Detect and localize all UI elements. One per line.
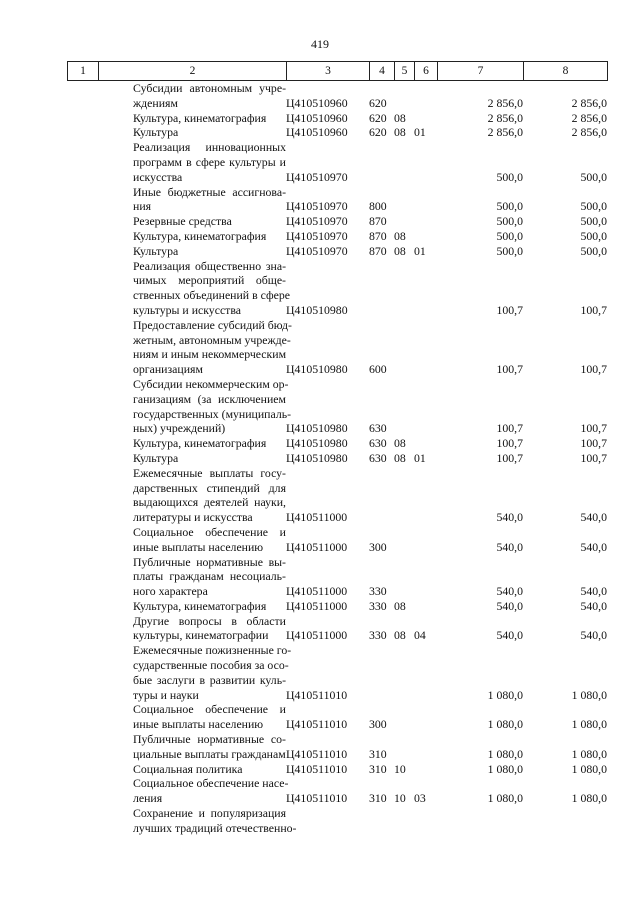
row-subsection: 01 (414, 450, 426, 465)
row-section (394, 259, 414, 318)
row-expense-type: 870 (369, 243, 387, 258)
row-name (98, 111, 286, 126)
row-name-line: туры и науки (133, 687, 199, 702)
row-expense-type: 310 (369, 791, 387, 806)
row-subsection (414, 702, 437, 732)
table-row (67, 125, 607, 140)
row-name-line: ного характера (133, 584, 208, 599)
row-number-cell (67, 762, 98, 777)
row-name-line: Культура, кинематография (133, 436, 267, 451)
row-code: Ц410510980 (286, 450, 348, 465)
table-row (67, 185, 607, 215)
row-name (98, 614, 286, 644)
table-row (67, 436, 607, 451)
row-expense-type: 300 (369, 717, 387, 732)
row-value-col7: 1 080,0 (487, 746, 523, 761)
row-name-line: Ежемесячные выплаты госу- (133, 465, 286, 480)
row-code: Ц410510980 (286, 362, 348, 377)
row-expense-type: 620 (369, 110, 387, 125)
row-name-line: ждениям (133, 95, 178, 110)
row-name (98, 776, 289, 806)
row-subsection (414, 732, 437, 762)
row-number-cell (67, 466, 98, 525)
table-row (67, 643, 607, 702)
row-expense-type: 310 (369, 746, 387, 761)
row-number-cell (67, 599, 98, 614)
row-number-cell (67, 140, 98, 184)
table-row (67, 702, 607, 732)
row-section (394, 555, 414, 599)
row-subsection: 01 (414, 243, 426, 258)
row-name (98, 185, 286, 215)
row-value-col8: 500,0 (580, 243, 607, 258)
row-name-line: ных) учреждений) (133, 421, 226, 436)
row-value-col8: 1 080,0 (571, 791, 607, 806)
row-value-col8: 540,0 (580, 510, 607, 525)
row-code: Ц410511000 (286, 584, 348, 599)
row-code: Ц410510980 (286, 302, 348, 317)
row-name-line: организациям (133, 362, 203, 377)
row-name-line: иные выплаты населению (133, 539, 264, 554)
row-value-col8: 1 080,0 (571, 717, 607, 732)
row-value-col7: 1 080,0 (487, 761, 523, 776)
row-section: 08 (394, 598, 406, 613)
row-code: Ц410510970 (286, 228, 348, 243)
row-expense-type: 620 (369, 125, 387, 140)
row-value-col7: 500,0 (496, 199, 523, 214)
row-name-line: программ в сфере культуры и (133, 154, 286, 169)
row-subsection (414, 466, 437, 525)
row-section: 10 (394, 761, 406, 776)
row-value-col7: 540,0 (496, 539, 523, 554)
row-expense-type: 630 (369, 450, 387, 465)
row-number-cell (67, 555, 98, 599)
row-section (394, 806, 414, 836)
row-number-cell (67, 259, 98, 318)
row-name-line: платы гражданам несоциаль- (133, 569, 286, 584)
row-value-col7: 100,7 (496, 302, 523, 317)
row-subsection (414, 81, 437, 111)
row-value-col7: 100,7 (496, 436, 523, 451)
row-value-col7: 540,0 (496, 628, 523, 643)
row-section: 08 (394, 110, 406, 125)
row-name-line: Культура, кинематография (133, 228, 267, 243)
row-value-col8: 100,7 (580, 450, 607, 465)
row-number-cell (67, 244, 98, 259)
row-name (98, 125, 286, 140)
row-subsection (414, 806, 437, 836)
row-expense-type: 630 (369, 436, 387, 451)
row-name (98, 317, 292, 377)
table-row (67, 229, 607, 244)
row-name-line: Предоставление субсидий бюд- (133, 317, 292, 332)
row-subsection (414, 762, 437, 777)
row-subsection: 01 (414, 125, 426, 140)
row-code: Ц410510980 (286, 421, 348, 436)
row-value-col8 (523, 806, 607, 836)
row-expense-type: 620 (369, 95, 387, 110)
row-expense-type: 870 (369, 214, 387, 229)
budget-table (67, 81, 607, 836)
row-name-line: Социальное обеспечение насе- (133, 776, 289, 791)
row-code: Ц410510970 (286, 214, 348, 229)
row-section: 08 (394, 125, 406, 140)
row-value-col8: 540,0 (580, 598, 607, 613)
row-value-col8: 2 856,0 (571, 95, 607, 110)
row-value-col8: 1 080,0 (571, 746, 607, 761)
row-code: Ц410510960 (286, 125, 348, 140)
row-name-line: Субсидии автономным учре- (133, 81, 286, 95)
table-row (67, 525, 607, 555)
row-name (98, 555, 286, 599)
row-code: Ц410510970 (286, 169, 348, 184)
row-name-line: Культура, кинематография (133, 110, 267, 125)
row-section (394, 525, 414, 555)
table-row (67, 377, 607, 436)
row-subsection (414, 185, 437, 215)
row-name (98, 244, 286, 259)
header-cell-7: 7 (438, 62, 524, 81)
row-number-cell (67, 125, 98, 140)
row-number-cell (67, 776, 98, 806)
row-name-line: государственных (муниципаль- (133, 406, 292, 421)
row-expense-type: 600 (369, 362, 387, 377)
table-row (67, 111, 607, 126)
row-code (286, 806, 369, 836)
row-section (394, 81, 414, 111)
header-cell-2: 2 (99, 62, 287, 81)
row-number-cell (67, 436, 98, 451)
header-cell-1: 1 (68, 62, 99, 81)
row-name-line: искусства (133, 169, 183, 184)
row-name (98, 140, 286, 184)
row-name-line: Культура, кинематография (133, 598, 267, 613)
row-name (98, 806, 297, 836)
row-subsection (414, 525, 437, 555)
row-value-col7: 2 856,0 (487, 95, 523, 110)
row-value-col7: 540,0 (496, 598, 523, 613)
table-row (67, 244, 607, 259)
row-expense-type (369, 806, 394, 836)
row-name (98, 436, 286, 451)
row-expense-type (369, 466, 394, 525)
row-name-line: Реализация общественно зна- (133, 258, 286, 273)
row-name-line: Культура (133, 125, 179, 140)
row-code: Ц410510980 (286, 436, 348, 451)
row-name-line: жетным, автономным учрежде- (133, 332, 291, 347)
row-name-line: Сохранение и популяризация (133, 806, 286, 821)
row-value-col8: 540,0 (580, 539, 607, 554)
row-name-line: литературы и искусства (133, 510, 253, 525)
row-code: Ц410511010 (286, 687, 348, 702)
row-name-line: Субсидии некоммерческим ор- (133, 376, 289, 391)
row-name-line: Культура (133, 450, 179, 465)
table-row (67, 318, 607, 377)
row-code: Ц410511000 (286, 628, 348, 643)
row-expense-type: 870 (369, 228, 387, 243)
row-number-cell (67, 111, 98, 126)
row-expense-type: 330 (369, 598, 387, 613)
row-number-cell (67, 229, 98, 244)
row-subsection (414, 111, 437, 126)
row-code: Ц410510970 (286, 199, 348, 214)
row-value-col7: 100,7 (496, 362, 523, 377)
row-expense-type: 630 (369, 421, 387, 436)
header-cell-4: 4 (370, 62, 395, 81)
table-row (67, 776, 607, 806)
row-subsection (414, 599, 437, 614)
row-number-cell (67, 732, 98, 762)
row-code: Ц410511000 (286, 510, 348, 525)
row-value-col8: 1 080,0 (571, 687, 607, 702)
row-number-cell (67, 702, 98, 732)
row-number-cell (67, 806, 98, 836)
row-name (98, 732, 286, 762)
page-number: 419 (311, 37, 329, 51)
row-subsection (414, 259, 437, 318)
row-name (98, 451, 286, 466)
row-subsection (414, 140, 437, 184)
row-value-col8: 500,0 (580, 214, 607, 229)
row-expense-type: 300 (369, 539, 387, 554)
row-number-cell (67, 214, 98, 229)
row-number-cell (67, 451, 98, 466)
row-name (98, 466, 286, 525)
row-value-col7: 100,7 (496, 421, 523, 436)
row-value-col7: 2 856,0 (487, 125, 523, 140)
row-value-col7: 500,0 (496, 243, 523, 258)
header-cell-3: 3 (287, 62, 370, 81)
row-code: Ц410511010 (286, 717, 348, 732)
row-subsection (414, 436, 437, 451)
row-expense-type: 800 (369, 199, 387, 214)
row-subsection (414, 318, 437, 377)
row-value-col7: 540,0 (496, 584, 523, 599)
row-section: 08 (394, 450, 406, 465)
table-row (67, 555, 607, 599)
row-name-line: лучших традиций отечественно- (133, 820, 297, 835)
table-row (67, 806, 607, 836)
table-header (67, 61, 608, 81)
row-subsection (414, 643, 437, 702)
row-section (394, 214, 414, 229)
table-row (67, 599, 607, 614)
row-section (394, 702, 414, 732)
row-code: Ц410511000 (286, 598, 348, 613)
row-value-col7: 2 856,0 (487, 110, 523, 125)
row-value-col7: 1 080,0 (487, 791, 523, 806)
row-name (98, 376, 292, 436)
row-name-line: Ежемесячные пожизненные го- (133, 643, 292, 658)
row-section: 10 (394, 791, 406, 806)
table-row (67, 451, 607, 466)
row-name (98, 81, 286, 111)
row-value-col8: 500,0 (580, 169, 607, 184)
row-value-col7 (437, 806, 523, 836)
row-name (98, 258, 290, 318)
row-value-col7: 100,7 (496, 450, 523, 465)
row-name-line: Реализация инновационных (133, 140, 286, 155)
row-value-col8: 100,7 (580, 302, 607, 317)
row-name-line: культуры и искусства (133, 302, 241, 317)
row-subsection (414, 555, 437, 599)
row-section (394, 185, 414, 215)
row-name-line: иные выплаты населению (133, 717, 264, 732)
row-name (98, 599, 286, 614)
row-name (98, 229, 286, 244)
row-expense-type (369, 259, 394, 318)
row-value-col8: 500,0 (580, 199, 607, 214)
header-cell-8: 8 (524, 62, 608, 81)
row-name (98, 762, 286, 777)
row-name-line: дарственных стипендий для (133, 480, 286, 495)
row-name (98, 702, 286, 732)
row-value-col8: 500,0 (580, 228, 607, 243)
row-name-line: сударственные пособия за осо- (133, 658, 289, 673)
row-code: Ц410511010 (286, 746, 348, 761)
row-section (394, 643, 414, 702)
row-subsection: 03 (414, 791, 426, 806)
row-value-col7: 1 080,0 (487, 687, 523, 702)
row-code: Ц410511010 (286, 791, 348, 806)
row-name-line: Социальное обеспечение и (133, 524, 286, 539)
row-number-cell (67, 318, 98, 377)
row-section: 08 (394, 243, 406, 258)
table-row (67, 214, 607, 229)
row-code: Ц410511010 (286, 761, 348, 776)
row-value-col7: 1 080,0 (487, 717, 523, 732)
row-name (98, 525, 286, 555)
row-value-col8: 540,0 (580, 584, 607, 599)
row-section: 08 (394, 228, 406, 243)
row-code: Ц410510970 (286, 243, 348, 258)
row-number-cell (67, 377, 98, 436)
table-row (67, 259, 607, 318)
table-row (67, 732, 607, 762)
row-value-col7: 500,0 (496, 169, 523, 184)
table-row (67, 762, 607, 777)
row-section: 08 (394, 436, 406, 451)
row-value-col7: 500,0 (496, 214, 523, 229)
row-subsection (414, 214, 437, 229)
row-name-line: культуры, кинематографии (133, 628, 269, 643)
row-expense-type: 310 (369, 761, 387, 776)
row-number-cell (67, 525, 98, 555)
row-number-cell (67, 185, 98, 215)
table-row (67, 466, 607, 525)
row-value-col8: 100,7 (580, 421, 607, 436)
row-name-line: Культура (133, 243, 179, 258)
row-section (394, 140, 414, 184)
row-name-line: чимых мероприятий обще- (133, 273, 286, 288)
row-value-col7: 500,0 (496, 228, 523, 243)
row-name-line: ственных объединений в сфере (133, 288, 290, 303)
row-subsection: 04 (414, 628, 426, 643)
row-name-line: ганизациям (за исключением (133, 391, 286, 406)
row-name-line: Социальное обеспечение и (133, 702, 286, 717)
table-row (67, 81, 607, 111)
row-name-line: Иные бюджетные ассигнова- (133, 184, 286, 199)
row-section: 08 (394, 628, 406, 643)
row-value-col8: 2 856,0 (571, 110, 607, 125)
row-section (394, 377, 414, 436)
row-name-line: Публичные нормативные вы- (133, 554, 286, 569)
row-section (394, 466, 414, 525)
row-expense-type (369, 643, 394, 702)
row-name-line: ления (133, 791, 163, 806)
row-name-line: Социальная политика (133, 761, 243, 776)
row-section (394, 732, 414, 762)
row-name (98, 214, 286, 229)
row-subsection (414, 229, 437, 244)
header-cell-5: 5 (395, 62, 415, 81)
row-expense-type: 330 (369, 628, 387, 643)
row-name-line: Другие вопросы в области (133, 613, 286, 628)
table-row (67, 140, 607, 184)
row-name-line: ниям и иным некоммерческим (133, 347, 287, 362)
row-value-col8: 2 856,0 (571, 125, 607, 140)
row-code: Ц410511000 (286, 539, 348, 554)
row-expense-type (369, 140, 394, 184)
row-name (98, 643, 292, 702)
row-value-col8: 1 080,0 (571, 761, 607, 776)
row-subsection (414, 377, 437, 436)
row-number-cell (67, 643, 98, 702)
row-value-col8: 100,7 (580, 362, 607, 377)
row-number-cell (67, 81, 98, 111)
row-name-line: выдающихся деятелей науки, (133, 495, 286, 510)
header-cell-6: 6 (415, 62, 438, 81)
row-number-cell (67, 614, 98, 644)
row-name-line: ния (133, 199, 152, 214)
row-expense-type: 330 (369, 584, 387, 599)
row-code: Ц410510960 (286, 110, 348, 125)
row-code: Ц410510960 (286, 95, 348, 110)
row-value-col8: 100,7 (580, 436, 607, 451)
table-row (67, 614, 607, 644)
row-name-line: Публичные нормативные со- (133, 732, 286, 747)
row-name-line: бые заслуги в развитии куль- (133, 672, 286, 687)
row-name-line: циальные выплаты гражданам (133, 746, 286, 761)
row-value-col7: 540,0 (496, 510, 523, 525)
row-value-col8: 540,0 (580, 628, 607, 643)
row-name-line: Резервные средства (133, 214, 232, 229)
row-section (394, 318, 414, 377)
